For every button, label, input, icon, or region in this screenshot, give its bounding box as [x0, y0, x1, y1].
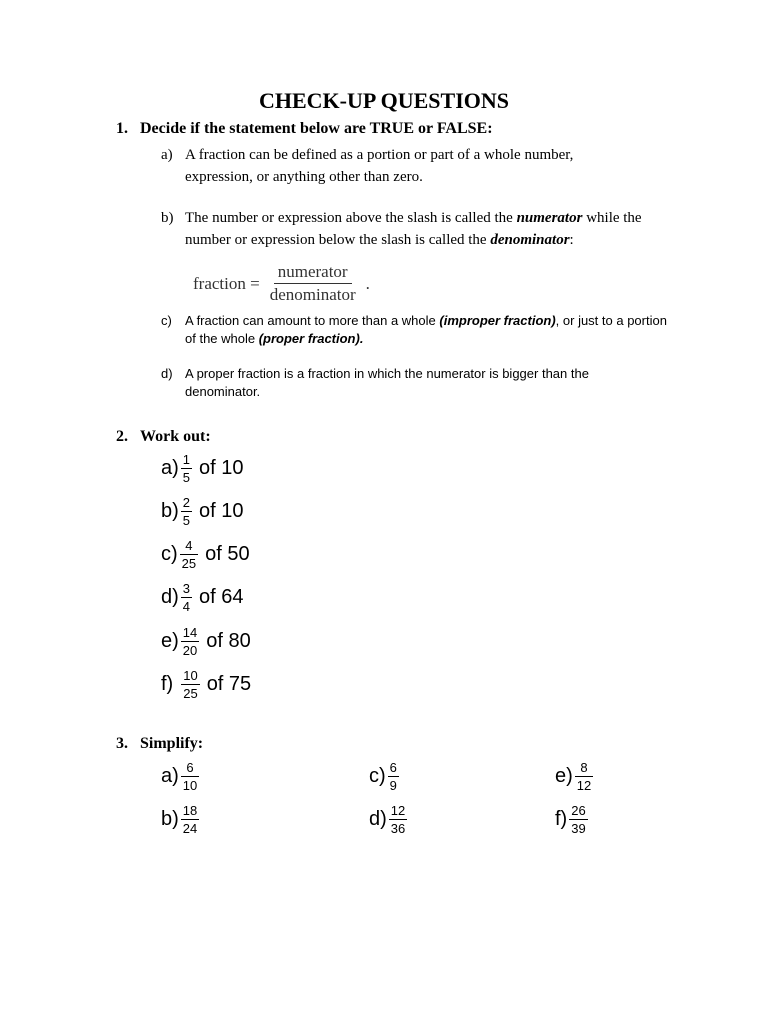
simplify-item [555, 799, 590, 839]
question-3-heading [116, 735, 203, 753]
fraction-denominator: 4 [182, 598, 191, 614]
fraction-numerator: 14 [182, 624, 198, 640]
statement-b-text-3: : [569, 232, 574, 248]
fraction-numerator: 6 [186, 759, 194, 775]
statement-c-text-1: A fraction can amount to more than a whole [185, 313, 440, 328]
statement-d [161, 365, 655, 401]
statement-b [161, 207, 685, 251]
formula-denominator: denominator [269, 285, 356, 304]
work-out-item [161, 491, 244, 531]
simplify-label: b) [161, 807, 179, 830]
page-title: CHECK-UP QUESTIONS [259, 88, 509, 113]
simplify-label: a) [161, 764, 179, 787]
question-3-number: 3. [116, 735, 128, 752]
fraction-numerator: 1 [182, 451, 191, 467]
work-out-label: e) [161, 629, 179, 652]
fraction-numerator: 3 [182, 580, 191, 596]
question-2-text: Work out: [140, 428, 211, 445]
fraction-denominator: 25 [181, 555, 197, 571]
of-quantity: of 10 [199, 499, 244, 522]
statement-c [161, 312, 675, 348]
of-quantity: of 50 [205, 542, 250, 565]
fraction-denominator: 36 [390, 820, 406, 836]
fraction-formula [193, 262, 370, 305]
simplify-label: e) [555, 764, 573, 787]
fraction-denominator: 5 [182, 469, 191, 485]
fraction-denominator: 12 [576, 777, 592, 793]
fraction [388, 760, 399, 793]
statement-b-text-1: The number or expression above the slash is called the [185, 210, 517, 226]
formula-fraction [266, 262, 360, 305]
of-quantity: of 10 [199, 456, 244, 479]
fraction-numerator: 2 [182, 494, 191, 510]
statement-c-emphasis-proper: (proper fraction). [258, 331, 364, 346]
fraction-numerator: 10 [183, 667, 198, 683]
statement-a-label: a) [161, 147, 173, 163]
statement-c-emphasis-improper: (improper fraction) [439, 313, 556, 328]
work-out-label: d) [161, 585, 179, 608]
statement-b-emphasis-numerator: numerator [516, 210, 583, 226]
simplify-item [555, 756, 595, 796]
fraction [389, 803, 407, 836]
fraction-numerator: 26 [571, 802, 586, 818]
work-out-item [161, 621, 251, 661]
fraction-denominator: 25 [183, 685, 198, 701]
formula-lhs: fraction = [193, 273, 260, 293]
statement-a [161, 144, 645, 188]
statement-b-label: b) [161, 210, 174, 226]
of-quantity: of 75 [206, 672, 252, 695]
simplify-label: f) [555, 807, 568, 830]
fraction-denominator: 39 [571, 820, 586, 836]
statement-b-text-2: while the number or expression below the slash is called the [185, 210, 642, 248]
simplify-item [369, 799, 409, 839]
formula-numerator: numerator [274, 262, 352, 284]
question-1-number: 1. [116, 120, 128, 137]
simplify-label: d) [369, 807, 387, 830]
of-quantity: of 64 [199, 585, 244, 608]
of-quantity: of 80 [206, 629, 251, 652]
fraction [181, 581, 192, 614]
question-1-text: Decide if the statement below are TRUE or FALSE: [140, 120, 493, 137]
fraction [575, 760, 593, 793]
simplify-item [369, 756, 401, 796]
fraction-denominator: 20 [182, 642, 198, 658]
work-out-label: f) [161, 672, 174, 695]
statement-a-text: A fraction can be defined as a portion or part of a whole number, expression, or anything other than zero. [185, 147, 574, 185]
statement-d-label: d) [161, 366, 173, 381]
fraction [181, 760, 199, 793]
fraction-numerator: 12 [390, 802, 406, 818]
fraction-numerator: 8 [580, 759, 588, 775]
fraction-denominator: 24 [182, 820, 198, 836]
simplify-item [161, 756, 201, 796]
work-out-item [161, 664, 251, 704]
statement-c-text-2: , or just to a portion of the whole [185, 313, 667, 346]
fraction [181, 495, 192, 528]
fraction-numerator: 4 [185, 537, 193, 553]
work-out-item [161, 448, 244, 488]
simplify-item [161, 799, 201, 839]
fraction-denominator: 10 [182, 777, 198, 793]
question-1-heading [116, 120, 493, 138]
fraction-denominator: 9 [389, 777, 397, 793]
question-2-number: 2. [116, 428, 128, 445]
fraction [181, 668, 199, 701]
fraction-numerator: 6 [389, 759, 397, 775]
fraction [180, 538, 198, 571]
fraction [181, 452, 192, 485]
fraction-denominator: 5 [182, 512, 191, 528]
fraction-numerator: 18 [182, 802, 198, 818]
simplify-label: c) [369, 764, 386, 787]
work-out-item [161, 534, 250, 574]
work-out-label: a) [161, 456, 179, 479]
question-2-heading [116, 428, 211, 446]
work-out-label: c) [161, 542, 178, 565]
statement-d-text: A proper fraction is a fraction in which the numerator is bigger than the denominator. [185, 366, 589, 399]
work-out-item [161, 577, 244, 617]
statement-c-label: c) [161, 313, 172, 328]
fraction [181, 803, 199, 836]
fraction [181, 625, 199, 658]
question-3-text: Simplify: [140, 735, 204, 752]
formula-period: . [365, 273, 370, 293]
work-out-label: b) [161, 499, 179, 522]
statement-b-emphasis-denominator: denominator [490, 232, 570, 248]
fraction [569, 803, 587, 836]
